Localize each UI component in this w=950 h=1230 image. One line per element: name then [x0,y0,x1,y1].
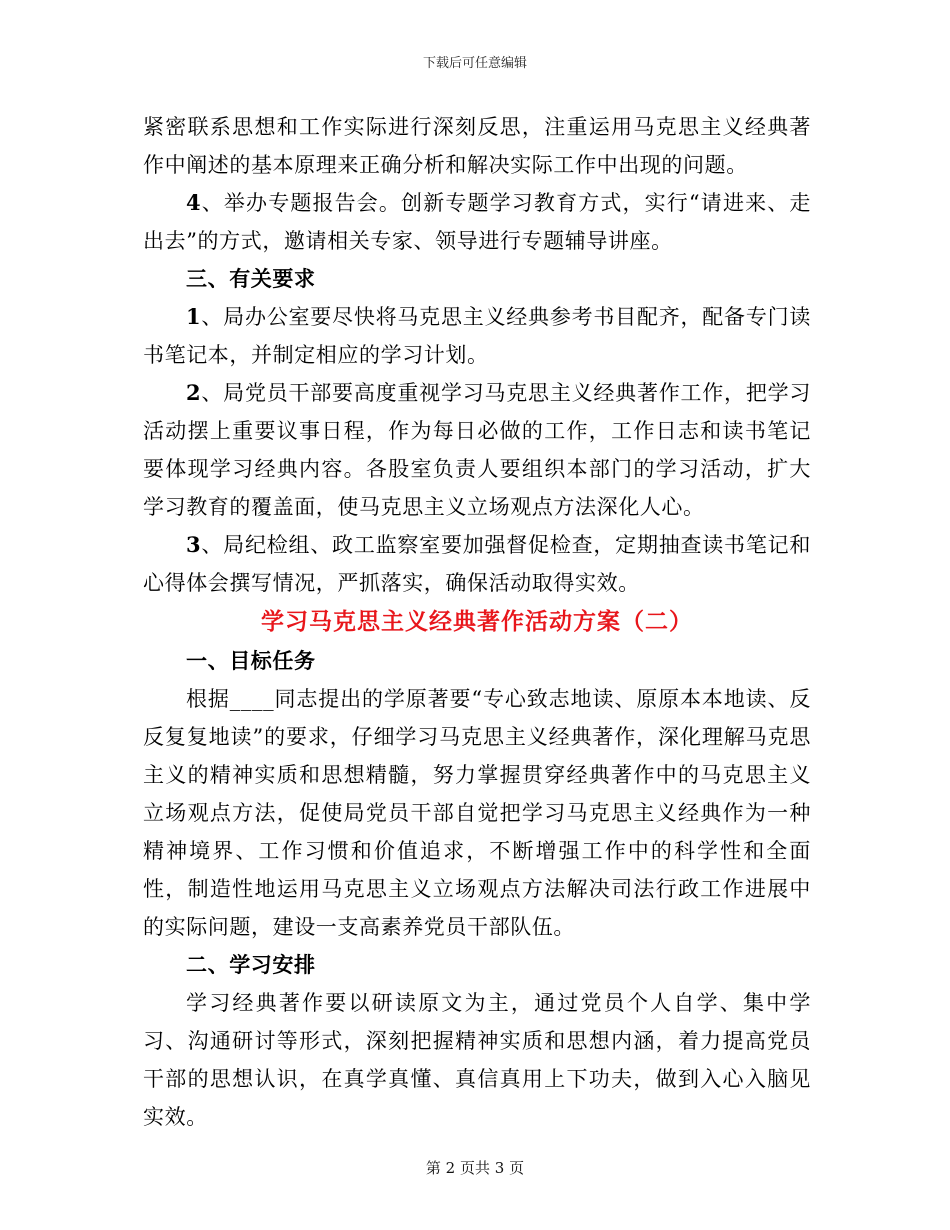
page-number: 第 2 页共 3 页 [425,1159,525,1177]
item-4-paragraph [143,184,811,260]
paragraph-reflection: 紧密联系思想和工作实际进行深刻反思，注重运用马克思主义经典著作中阐述的基本原理来正确分析和解决实际工作中出现的问题。 [143,115,811,177]
requirement-3-paragraph [143,526,811,602]
requirement-3-number: 3 [186,532,202,557]
item-4-number: 4 [186,190,202,215]
requirement-1-number: 1 [186,304,202,329]
requirement-1-paragraph [143,298,811,374]
item-4-text: 、举办专题报告会。创新专题学习教育方式，实行“请进来、走出去”的方式，邀请相关专家、领导进行专题辅导讲座。 [143,191,811,253]
requirement-1-text: 、局办公室要尽快将马克思主义经典参考书目配齐，配备专门读书笔记本，并制定相应的学习计划。 [143,305,811,367]
section-2-heading: 二、学习安排 [186,952,316,977]
plan-paragraph: 学习经典著作要以研读原文为主，通过党员个人自学、集中学习、沟通研讨等形式，深刻把握精神实质和思想内涵，着力提高党员干部的思想认识，在真学真懂、真信真用上下功夫，做到入心入脑见实效。 [143,991,811,1129]
document-title: 学习马克思主义经典著作活动方案（二） [261,608,693,635]
requirement-3-text: 、局纪检组、政工监察室要加强督促检查，定期抽查读书笔记和心得体会撰写情况，严抓落实，确保活动取得实效。 [143,533,811,595]
goal-paragraph: 根据____同志提出的学原著要“专心致志地读、原原本本地读、反反复复地读”的要求，仔细学习马克思主义经典著作，深化理解马克思主义的精神实质和思想精髓，努力掌握贯穿经典著作中的马克思主义立场观点方法，促使局党员干部自觉把学习马克思主义经典作为一种精神境界、工作习惯和价值追求，不断增强工作中的科学性和全面性，制造性地运用马克思主义立场观点方法解决司法行政工作进展中的实际问题，建设一支高素养党员干部队伍。 [143,687,811,939]
header-note: 下载后可任意编辑 [422,56,527,71]
requirement-2-text: 、局党员干部要高度重视学习马克思主义经典著作工作，把学习活动摆上重要议事日程，作为每日必做的工作，工作日志和读书笔记要体现学习经典内容。各股室负责人要组织本部门的学习活动，扩大学习教育的覆盖面，使马克思主义立场观点方法深化人心。 [143,381,811,519]
requirement-2-number: 2 [186,380,202,405]
document-body [143,108,811,1136]
requirement-2-paragraph [143,374,811,526]
section-3-heading: 三、有关要求 [186,266,316,291]
section-1-heading: 一、目标任务 [186,648,316,673]
